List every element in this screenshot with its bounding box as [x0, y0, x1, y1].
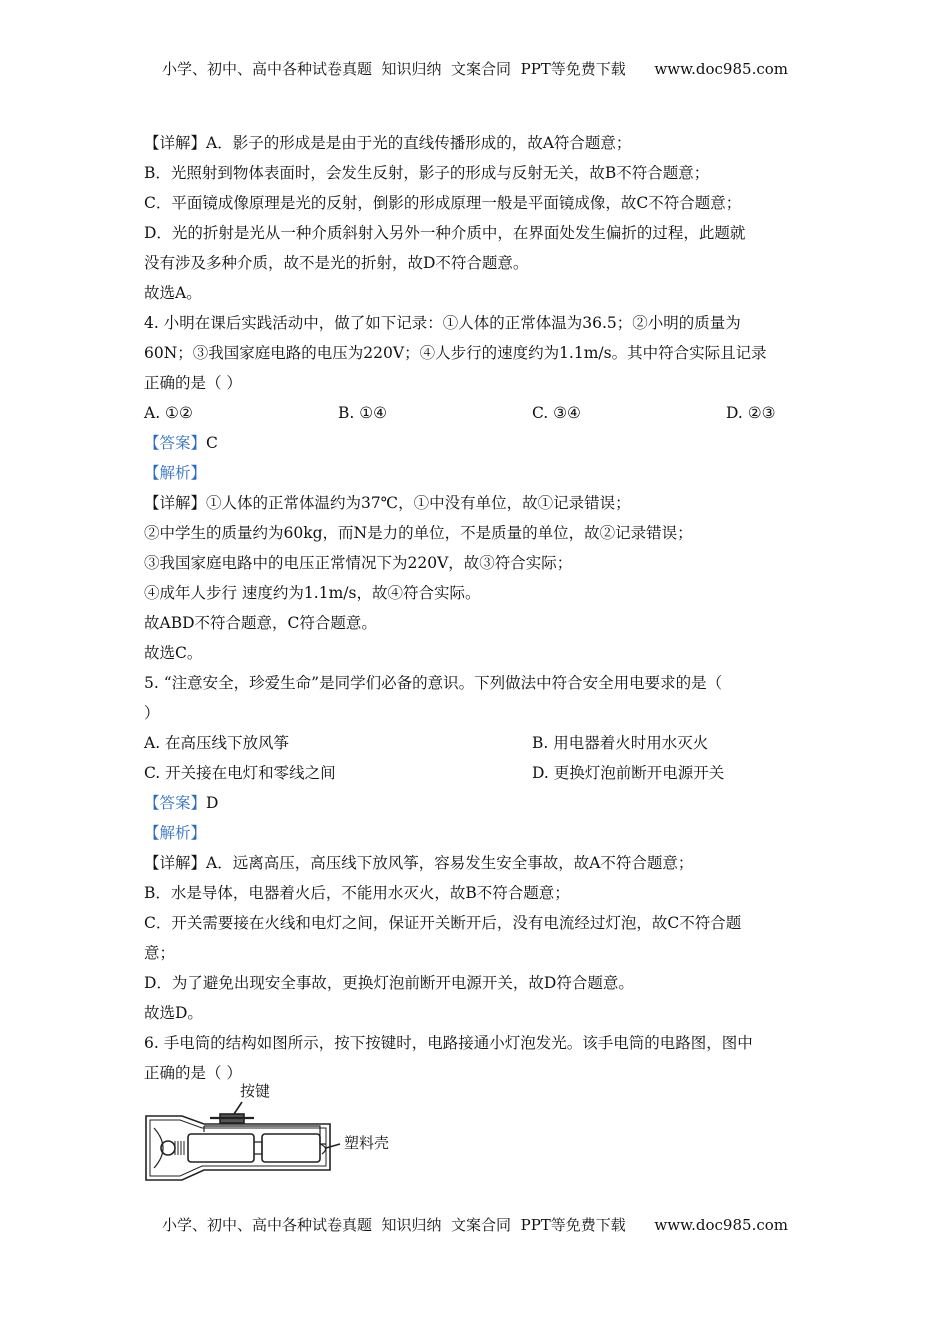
shell-inner — [150, 1120, 326, 1176]
shell-label: 塑料壳 — [344, 1134, 390, 1152]
q4-answer: 【答案】C — [144, 434, 218, 452]
page-header: 小学、初中、高中各种试卷真题 知识归纳 文案合同 PPT等免费下载 www.doc985.com — [161, 60, 788, 78]
battery-2 — [262, 1134, 320, 1162]
detail-tag: 【详解】 — [144, 854, 207, 872]
q3-conclusion: 故选A。 — [144, 284, 202, 302]
flashlight-diagram — [144, 1088, 444, 1188]
detail-tag: 【详解】 — [144, 134, 207, 152]
q4-option-d: D. ②③ — [726, 404, 776, 422]
q4-option-a: A. ①② — [144, 404, 193, 422]
q4-detail-line-2: ②中学生的质量约为60kg，而N是力的单位，不是质量的单位，故②记录错误； — [144, 524, 693, 542]
q5-detail-line-5: D．为了避免出现安全事故，更换灯泡前断开电源开关，故D符合题意。 — [144, 974, 634, 992]
q5-detail-line-2: B．水是导体，电器着火后，不能用水灭火，故B不符合题意； — [144, 884, 570, 902]
q5-stem-line-1: 5. “注意安全，珍爱生命”是同学们必备的意识。下列做法中符合安全用电要求的是（ — [144, 674, 723, 692]
q5-analysis-tag: 【解析】 — [144, 824, 207, 842]
battery-contact — [254, 1142, 262, 1154]
q5-option-c: C. 开关接在电灯和零线之间 — [144, 764, 336, 782]
page-footer: 小学、初中、高中各种试卷真题 知识归纳 文案合同 PPT等免费下载 www.doc985.com — [161, 1216, 788, 1234]
q4-stem-line-3: 正确的是（ ） — [144, 374, 242, 392]
battery-1 — [188, 1134, 254, 1162]
q5-option-b: B. 用电器着火时用水灭火 — [532, 734, 709, 752]
document-body — [144, 128, 814, 1188]
q5-option-a: A. 在高压线下放风筝 — [144, 734, 290, 752]
q3-detail-line-2: B．光照射到物体表面时，会发生反射，影子的形成与反射无关，故B不符合题意； — [144, 164, 710, 182]
q4-stem-line-2: 60N；③我国家庭电路的电压为220V；④人步行的速度约为1.1m/s。其中符合实际且记录 — [144, 344, 767, 362]
q3-detail-line-4: D．光的折射是光从一种介质斜射入另外一种介质中，在界面处发生偏折的过程，此题就 — [144, 224, 746, 242]
q5-option-d: D. 更换灯泡前断开电源开关 — [532, 764, 725, 782]
q4-conclusion: 故选C。 — [144, 644, 203, 662]
q4-detail-line-4: ④成年人步行 速度约为1.1m/s，故④符合实际。 — [144, 584, 481, 602]
q4-option-c: C. ③④ — [532, 404, 581, 422]
q4-analysis-tag: 【解析】 — [144, 464, 207, 482]
metal-strip — [204, 1126, 326, 1144]
answer-tag: 【答案】 — [144, 794, 207, 812]
q5-detail-line-4: 意； — [144, 944, 176, 962]
q4-stem-line-1: 4. 小明在课后实践活动中，做了如下记录：①人体的正常体温为36.5；②小明的质量为 — [144, 314, 741, 332]
q4-options — [144, 398, 814, 428]
q5-detail-line-1: 【详解】A．远离高压，高压线下放风筝，容易发生安全事故，故A不符合题意； — [144, 854, 694, 872]
q4-detail-line-5: 故ABD不符合题意，C符合题意。 — [144, 614, 377, 632]
q5-detail-line-3: C．开关需要接在火线和电灯之间，保证开关断开后，没有电流经过灯泡，故C不符合题 — [144, 914, 742, 932]
answer-tag: 【答案】 — [144, 434, 207, 452]
socket — [175, 1141, 184, 1155]
q5-options-row-1 — [144, 728, 814, 758]
q4-detail-line-1: 【详解】①人体的正常体温约为37℃，①中没有单位，故①记录错误； — [144, 494, 631, 512]
q3-detail-line-1: 【详解】A．影子的形成是是由于光的直线传播形成的，故A符合题意； — [144, 134, 632, 152]
q3-detail-line-5: 没有涉及多种介质，故不是光的折射，故D不符合题意。 — [144, 254, 529, 272]
q5-answer: 【答案】D — [144, 794, 219, 812]
q6-stem-line-1: 6. 手电筒的结构如图所示，按下按键时，电路接通小灯泡发光。该手电筒的电路图，图中 — [144, 1034, 753, 1052]
q4-detail-line-3: ③我国家庭电路中的电压正常情况下为220V，故③符合实际； — [144, 554, 573, 572]
q5-options-row-2 — [144, 758, 814, 788]
q4-option-b: B. ①④ — [338, 404, 388, 422]
q6-stem-line-2: 正确的是（ ） — [144, 1064, 242, 1082]
q3-detail-line-3: C．平面镜成像原理是光的反射，倒影的形成原理一般是平面镜成像，故C不符合题意； — [144, 194, 742, 212]
flashlight-figure — [144, 1082, 814, 1188]
shell-leader — [326, 1144, 340, 1148]
button-label: 按键 — [240, 1082, 271, 1100]
q5-stem-line-2: ） — [144, 704, 160, 722]
q5-conclusion: 故选D。 — [144, 1004, 203, 1022]
detail-tag: 【详解】 — [144, 494, 207, 512]
button-leader — [234, 1102, 242, 1114]
tail-spring — [320, 1144, 326, 1154]
